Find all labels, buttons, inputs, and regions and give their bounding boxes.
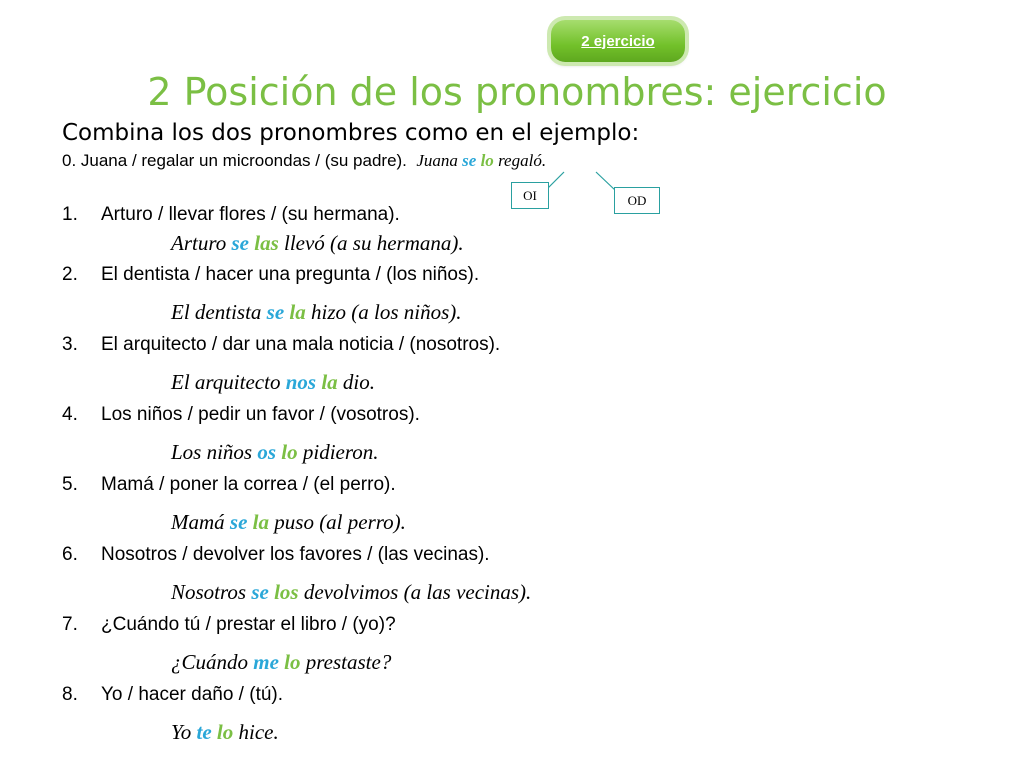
oi-connector-line: [548, 172, 564, 188]
exercise-answer-1: Arturo se las llevó (a su hermana).: [171, 231, 464, 255]
exercise-answer-3: El arquitecto nos la dio.: [171, 370, 375, 394]
exercise-prompt-4: 4. Los niños / pedir un favor / (vosotros).: [62, 404, 420, 425]
example-prompt: 0. Juana / regalar un microondas / (su padre).: [62, 151, 407, 170]
exercise-answer-2: El dentista se la hizo (a los niños).: [171, 300, 462, 324]
od-tag: OD: [614, 187, 660, 214]
exercise-answer-4: Los niños os lo pidieron.: [171, 440, 379, 464]
exercise-prompt-5: 5. Mamá / poner la correa / (el perro).: [62, 474, 396, 495]
exercise-answer-5: Mamá se la puso (al perro).: [171, 510, 406, 534]
exercise-answer-7: ¿Cuándo me lo prestaste?: [171, 650, 392, 674]
exercise-prompt-2: 2. El dentista / hacer una pregunta / (los niños).: [62, 264, 480, 285]
oi-tag: OI: [511, 182, 549, 209]
example-answer: [416, 151, 546, 170]
exercise-prompt-1: 1. Arturo / llevar flores / (su hermana).: [62, 204, 400, 225]
example-answer-before: Juana: [416, 151, 458, 170]
example-oi-pronoun: se: [462, 151, 477, 170]
exercise-prompt-8: 8. Yo / hacer daño / (tú).: [62, 684, 284, 705]
page-title: 2 Posición de los pronombres: ejercicio: [147, 70, 887, 114]
exercise-prompt-6: 6. Nosotros / devolver los favores / (las vecinas).: [62, 544, 490, 565]
example-answer-after: regaló.: [498, 151, 547, 170]
example-line: [62, 151, 546, 171]
exercise-answer-8: Yo te lo hice.: [171, 720, 279, 744]
ejercicio-nav-button[interactable]: 2 ejercicio: [551, 20, 685, 62]
od-connector-line: [596, 172, 616, 191]
instruction-text: Combina los dos pronombres como en el ejemplo:: [62, 120, 640, 146]
example-od-pronoun: lo: [480, 151, 494, 170]
exercise-prompt-7: 7. ¿Cuándo tú / prestar el libro / (yo)?: [62, 614, 396, 635]
exercise-answer-6: Nosotros se los devolvimos (a las vecinas).: [171, 580, 532, 604]
exercise-prompt-3: 3. El arquitecto / dar una mala noticia / (nosotros).: [62, 334, 501, 355]
